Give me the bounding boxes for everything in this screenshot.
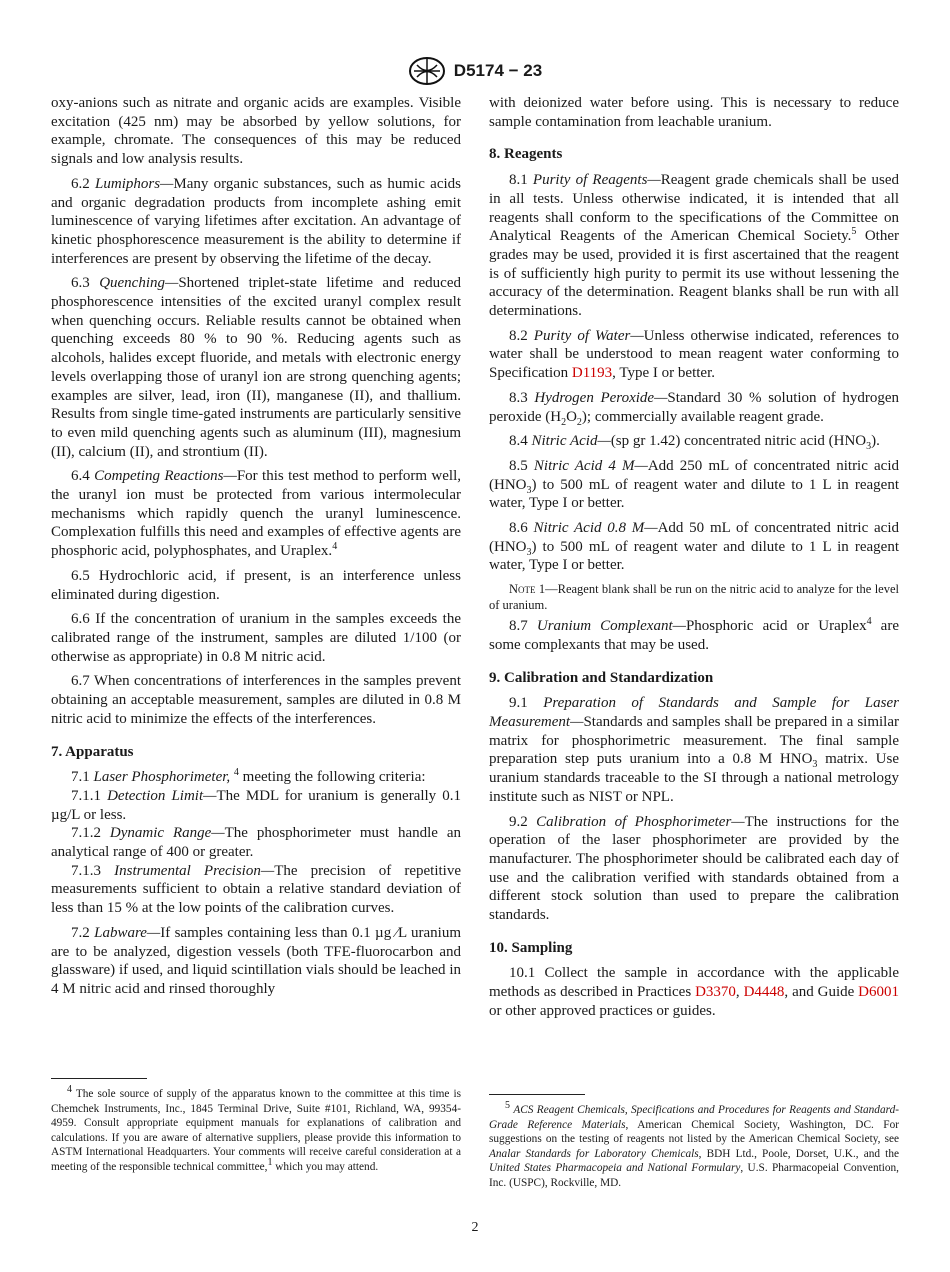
section-6-2: 6.2 Lumiphors—Many organic substances, such as humic acids and organic degradation products from incomplete ashing emit luminescence of varying lifetimes after excitation. An advantage of kinetic phosphorescence measurement is the ability to determine if interferences are present by observing the lifetime of the decay. <box>51 175 461 267</box>
section-7-2: 7.2 Labware—If samples containing less than 0.1 µg ⁄L uranium are to be analyzed, digestion vessels (both TFE-fluorocarbon and glassware) if used, and liquid scintillation vials should be leached in 4 M nitric acid and rinsed thoroughly <box>51 924 462 997</box>
section-9-2: 9.2 Calibration of Phosphorimeter—The instructions for the operation of the laser phosphorimeter are provided by the manufacturer. The phosphorimeter should be calibrated each day of use and the calibration verified with standards obtained from a different stock solution than used to prepare the calibration standards. <box>489 813 899 924</box>
section-7-1-1: 7.1.1 Detection Limit—The MDL for uranium is generally 0.1 µg/L or less. <box>51 787 461 823</box>
section-8-6: 8.6 Nitric Acid 0.8 M—Add 50 mL of concentrated nitric acid $(HNO_3)$ to 500 mL of reagent water and dilute to 1 L in reagent water, Type I or better. <box>489 520 899 574</box>
section-7-1: 7.1 Laser Phosphorimeter, $^4$ meeting the following criteria: <box>71 767 426 786</box>
reference-link-d4448[interactable]: D4448 <box>743 984 785 1001</box>
left-column <box>51 94 461 1005</box>
section-8-7: 8.7 Uranium Complexant—Phosphoric acid or Uraplex$^4$ are some complexants that may be used. <box>489 616 899 653</box>
footnote-rule <box>51 1078 147 1079</box>
heading-sampling: 10. Sampling <box>489 939 573 956</box>
section-6-6: 6.6 If the concentration of uranium in the samples exceeds the calibrated range of the instrument, samples are diluted 1/100 (or otherwise as appropriate) in 0.8 M nitric acid. <box>51 611 461 665</box>
right-column <box>489 94 899 1027</box>
footnote-5: $^5$ ACS Reagent Chemicals, Specifications and Procedures for Reagents and Standard-Grade Reference Materials, American Chemical Society, Washington, DC. For suggestions on the testing of reagents not listed by the American Chemical Society, see Analar Standards for Laboratory Chemicals, BDH Ltd., Poole, Dorset, U.K., and the United States Pharmacopeia and National Formulary, U.S. Pharmacopeial Convention, Inc. (USPC), Rockville, MD. <box>489 1094 899 1191</box>
section-7-1-2: 7.1.2 Dynamic Range—The phosphorimeter must handle an analytical range of 400 or greater. <box>51 825 462 861</box>
reference-link-d6001[interactable]: D6001 <box>858 984 900 1001</box>
footnote-rule <box>489 1094 585 1095</box>
section-6-7: 6.7 When concentrations of interferences in the samples prevent obtaining an acceptable measurement, samples are diluted in 0.8 M nitric acid to minimize the effects of the interferences. <box>51 673 461 727</box>
footnote-4: $^4$ The sole source of supply of the apparatus known to the committee at this time is Chemchek Instruments, Inc., 1845 Terminal Drive, Suite #101, Richland, WA, 99354-4959. Consult appropriate equipment manuals for explanations of calibration and calculations. If you are aware of alternative suppliers, please provide this information to ASTM International Headquarters. Your comments will receive careful consideration at a meeting of the responsible technical committee,$^1$ which you may attend. <box>51 1078 461 1175</box>
page-header <box>0 56 950 86</box>
paragraph-continued: oxy-anions such as nitrate and organic acids are examples. Visible excitation (425 nm) may be absorbed by yellow solutions, for example, chromate. The consequences of this may be reduced signals and low analysis results. <box>51 95 461 168</box>
reference-link-d3370[interactable]: D3370 <box>695 984 736 1001</box>
heading-calibration: 9. Calibration and Standardization <box>489 669 714 686</box>
section-8-2: 8.2 Purity of Water—Unless otherwise indicated, references to water shall be understood to mean reagent water conforming to Specification D1193, Type I or better. <box>489 327 900 382</box>
document-code: D5174 − 23 <box>453 61 543 80</box>
section-7-1-3: 7.1.3 Instrumental Precision—The precision of repetitive measurements sufficient to obtain a relative standard deviation of less than 15 % at the low points of the calibration curves. <box>51 862 461 917</box>
section-8-5: 8.5 Nitric Acid 4 M—Add 250 mL of concentrated nitric acid $(HNO_3)$ to 500 mL of reagent water and dilute to 1 L in reagent water, Type I or better. <box>489 457 899 512</box>
section-8-3: 8.3 Hydrogen Peroxide—Standard 30 % solution of hydrogen peroxide $(H_2O_2)$; commercially available reagent grade. <box>489 389 899 428</box>
page-number: 2 <box>471 1220 479 1235</box>
section-8-1: 8.1 Purity of Reagents—Reagent grade chemicals shall be used in all tests. Unless otherwise indicated, it is intended that all reagents shall conform to the specifications of the Committee on Analytical Reagents of the American Chemical Society.$^5$ Other grades may be used, provided it is first ascertained that the reagent is of sufficiently high purity to permit its use without lessening the accuracy of the determination. Reagent blanks shall be run with all determinations. <box>489 172 900 320</box>
heading-reagents: 8. Reagents <box>489 146 563 163</box>
paragraph-continued: with deionized water before using. This is necessary to reduce sample contamination from leachable uranium. <box>489 95 899 130</box>
section-9-1: 9.1 Preparation of Standards and Sample for Laser Measurement—Standards and samples shall be prepared in a similar matrix for phosphorimetric measurement. The final sample preparation step puts uranium into a 0.8 M $HNO_3$ matrix. Use uranium standards traceable to the SI through a national metrology institute such as NIST or NPL. <box>489 695 900 805</box>
astm-logo-icon <box>408 56 446 86</box>
heading-apparatus: 7. Apparatus <box>51 743 134 760</box>
reference-link-d1193[interactable]: D1193 <box>571 365 613 382</box>
section-8-4: 8.4 Nitric Acid—(sp gr 1.42) concentrated nitric acid $(HNO_3)$. <box>509 433 880 453</box>
note-1: Note 1—Reagent blank shall be run on the nitric acid to analyze for the level of uranium. <box>489 582 899 613</box>
section-6-4: 6.4 Competing Reactions—For this test method to perform well, the uranyl ion must be protected from various intermolecular mechanisms which rapidly quench the uranyl luminescence. Complexation fulfills this need and examples of effective agents are phosphoric acid, polyphosphates, and Uraplex.$^4$ <box>51 468 462 560</box>
section-6-3: 6.3 Quenching—Shortened triplet-state lifetime and reduced phosphorescence intensities of the excited uranyl complex result when quenching occurs. Reliable results cannot be obtained when quenching exceeds 80 % to 90 %. Reducing agents such as alcohols, halides except fluoride, and metals with electronic energy levels overlapping those of uranyl ion are strong quenching agents; examples are silver, lead, iron (II), manganese (II), and thallium. Results from single time-gated instruments are particularly sensitive to even mild quenching agents such as aluminum (III), magnesium (II), calcium (II), and strontium (II). <box>51 275 461 460</box>
section-10-1: 10.1 Collect the sample in accordance with the applicable methods as described in Practices D3370, D4448, and Guide D6001 or other approved practices or guides. <box>489 965 900 1019</box>
section-6-5: 6.5 Hydrochloric acid, if present, is an interference unless eliminated during digestion. <box>51 567 461 603</box>
